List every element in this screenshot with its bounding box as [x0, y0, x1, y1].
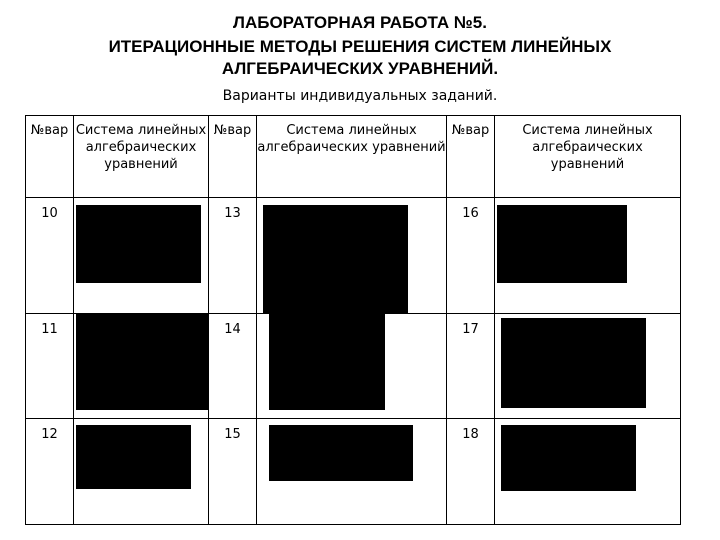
column-header: Система линейных алгебраических уравнений	[74, 116, 209, 198]
table-row	[26, 419, 681, 525]
variant-number: 11	[26, 314, 74, 419]
table-row	[26, 314, 681, 419]
equation-system-image	[74, 314, 209, 419]
variant-number: 10	[26, 198, 74, 314]
equation-system-image	[257, 314, 447, 419]
column-header: Система линейных алгебраических уравнений	[257, 116, 447, 198]
equation-system-image	[74, 419, 209, 525]
equation-system-image	[495, 314, 681, 419]
variant-number: 14	[209, 314, 257, 419]
subtitle: Варианты индивидуальных заданий.	[222, 88, 498, 104]
equation-system-image	[257, 419, 447, 525]
title-line-3: АЛГЕБРАИЧЕСКИХ УРАВНЕНИЙ.	[221, 59, 499, 78]
table-header-row	[26, 116, 681, 198]
variant-number: 16	[447, 198, 495, 314]
variant-number: 17	[447, 314, 495, 419]
column-header: №вар	[447, 116, 495, 198]
variant-number: 18	[447, 419, 495, 525]
equation-system-image	[74, 198, 209, 314]
title-line-2: ИТЕРАЦИОННЫЕ МЕТОДЫ РЕШЕНИЯ СИСТЕМ ЛИНЕЙНЫХ	[108, 37, 612, 56]
variant-number: 15	[209, 419, 257, 525]
table-row	[26, 198, 681, 314]
variants-table	[25, 115, 681, 525]
variant-number: 12	[26, 419, 74, 525]
column-header: Система линейных алгебраических уравнений	[495, 116, 681, 198]
equation-system-image	[495, 419, 681, 525]
variant-number: 13	[209, 198, 257, 314]
equation-system-image	[495, 198, 681, 314]
equation-system-image	[257, 198, 447, 314]
column-header: №вар	[26, 116, 74, 198]
column-header: №вар	[209, 116, 257, 198]
title-line-1: ЛАБОРАТОРНАЯ РАБОТА №5.	[233, 13, 487, 32]
